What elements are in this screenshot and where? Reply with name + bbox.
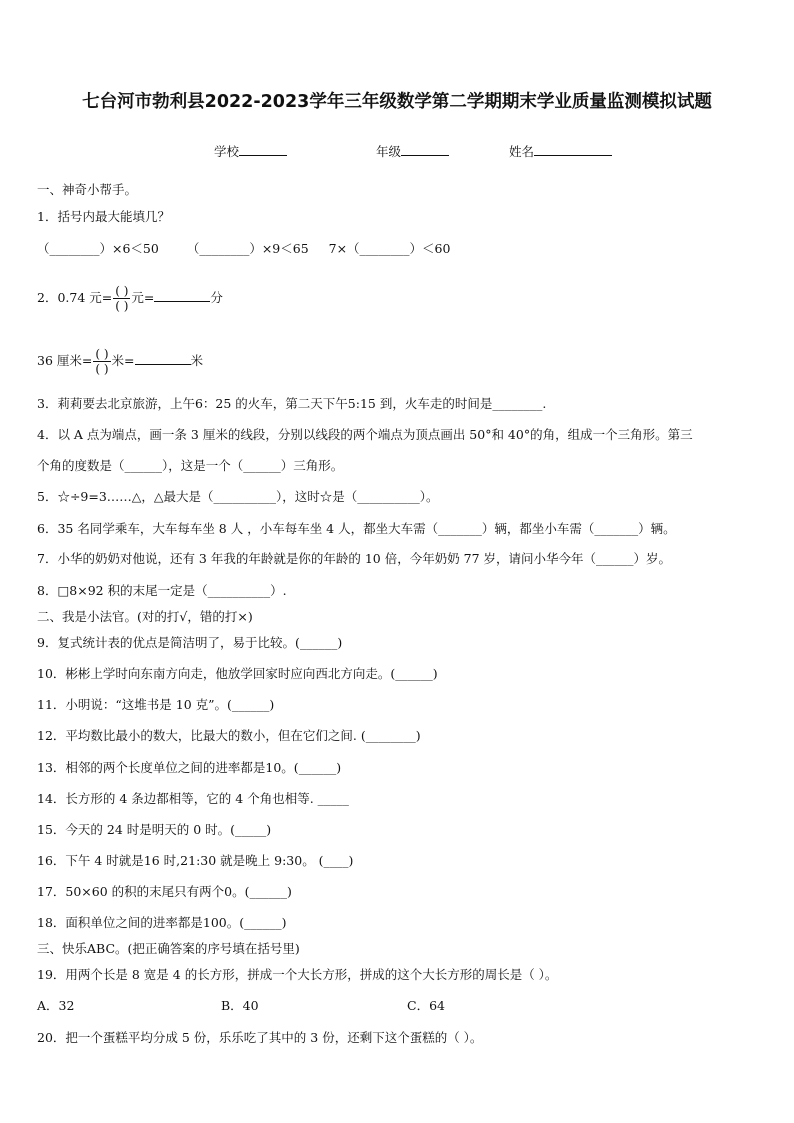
question-2-blank [154,289,210,302]
question-1-part-b: （________）×9＜65 [186,241,309,256]
question-7: 7．小华的奶奶对他说，还有 3 年我的年龄就是你的年龄的 10 倍，今年奶奶 77 岁，请问小华今年（______）岁。 [37,551,672,566]
question-12: 12．平均数比最小的数大，比最大的数小，但在它们之间. (________) [37,728,421,743]
fraction-numerator: ( ) [115,284,129,298]
name-label: 姓名 [509,144,535,159]
question-6: 6．35 名同学乘车，大车每车坐 8 人 ，小车每车坐 4 人，都坐大车需（_______）辆，都坐小车需（_______）辆。 [37,521,676,536]
question-15: 15．今天的 24 时是明天的 0 时。(_____) [37,822,272,837]
question-8: 8．□8×92 积的末尾一定是（__________）. [37,583,287,598]
question-5: 5．☆÷9=3……△，△最大是（__________），这时☆是（__________）。 [37,489,439,504]
question-19-option-a: A．32 [37,998,75,1013]
school-label: 学校 [214,144,240,159]
question-14: 14．长方形的 4 条边都相等，它的 4 个角也相等. _____ [37,791,349,806]
grade-field [376,142,449,160]
grade-blank [401,143,449,156]
section-2-heading: 二、我是小法官。(对的打√，错的打×) [37,609,253,624]
fraction-numerator: ( ) [95,347,109,361]
question-9: 9．复式统计表的优点是简洁明了，易于比较。(______) [37,635,343,650]
question-16: 16．下午 4 时就是16 时,21:30 就是晚上 9:30。 (____) [37,853,354,868]
name-blank [534,143,612,156]
grade-label: 年级 [376,144,402,159]
question-19-options [37,998,445,1014]
section-1-heading: 一、神奇小帮手。 [37,182,138,197]
question-20: 20．把一个蛋糕平均分成 5 份，乐乐吃了其中的 3 份，还剩下这个蛋糕的（ ）。 [37,1030,483,1045]
question-2-fraction [113,284,130,313]
fraction-denominator: ( ) [115,299,129,313]
question-2b-mid: 米= [111,353,135,368]
question-1-stem: 1．括号内最大能填几？ [37,209,170,224]
question-2b-blank [135,352,191,365]
question-10: 10．彬彬上学时向东南方向走，他放学回家时应向西北方向走。(______) [37,666,438,681]
question-2b-prefix: 36 厘米= [37,353,93,368]
question-4-line-2: 个角的度数是（______），这是一个（______）三角形。 [37,458,344,473]
question-11: 11．小明说：“这堆书是 10 克”。(______) [37,697,275,712]
school-blank [239,143,287,156]
question-2-prefix: 2．0.74 元= [37,290,113,305]
question-4-line-1: 4．以 A 点为端点，画一条 3 厘米的线段，分别以线段的两个端点为顶点画出 50°和 40°的角，组成一个三角形。第三 [37,427,693,442]
question-19-stem: 19．用两个长是 8 宽是 4 的长方形，拼成一个大长方形，拼成的这个大长方形的周长是（ ）。 [37,967,558,982]
question-2-suffix: 分 [210,290,223,305]
question-2b-suffix: 米 [190,353,204,368]
section-3-heading: 三、快乐ABC。(把正确答案的序号填在括号里) [37,941,300,956]
page-title: 七台河市勃利县2022-2023学年三年级数学第二学期期末学业质量监测模拟试题 [82,92,712,112]
question-3: 3．莉莉要去北京旅游，上午6：25 的火车，第二天下午5:15 到，火车走的时间是________. [37,396,547,411]
question-1-part-c: 7×（________）＜60 [328,241,451,256]
question-2-mid: 元= [131,290,155,305]
name-field [509,142,612,160]
fraction-denominator: ( ) [95,362,109,376]
question-19-option-c: C．64 [407,998,445,1013]
school-field [214,142,287,160]
question-2b [37,347,203,376]
question-17: 17．50×60 的积的末尾只有两个0。(______) [37,884,292,899]
question-13: 13．相邻的两个长度单位之间的进率都是10。(______) [37,760,342,775]
question-2b-fraction [93,347,110,376]
question-1-part-a: （________）×6＜50 [37,241,159,256]
question-18: 18．面积单位之间的进率都是100。(______) [37,915,287,930]
question-19-option-b: B．40 [221,998,259,1013]
question-1-items [37,241,450,257]
question-2 [37,284,223,313]
